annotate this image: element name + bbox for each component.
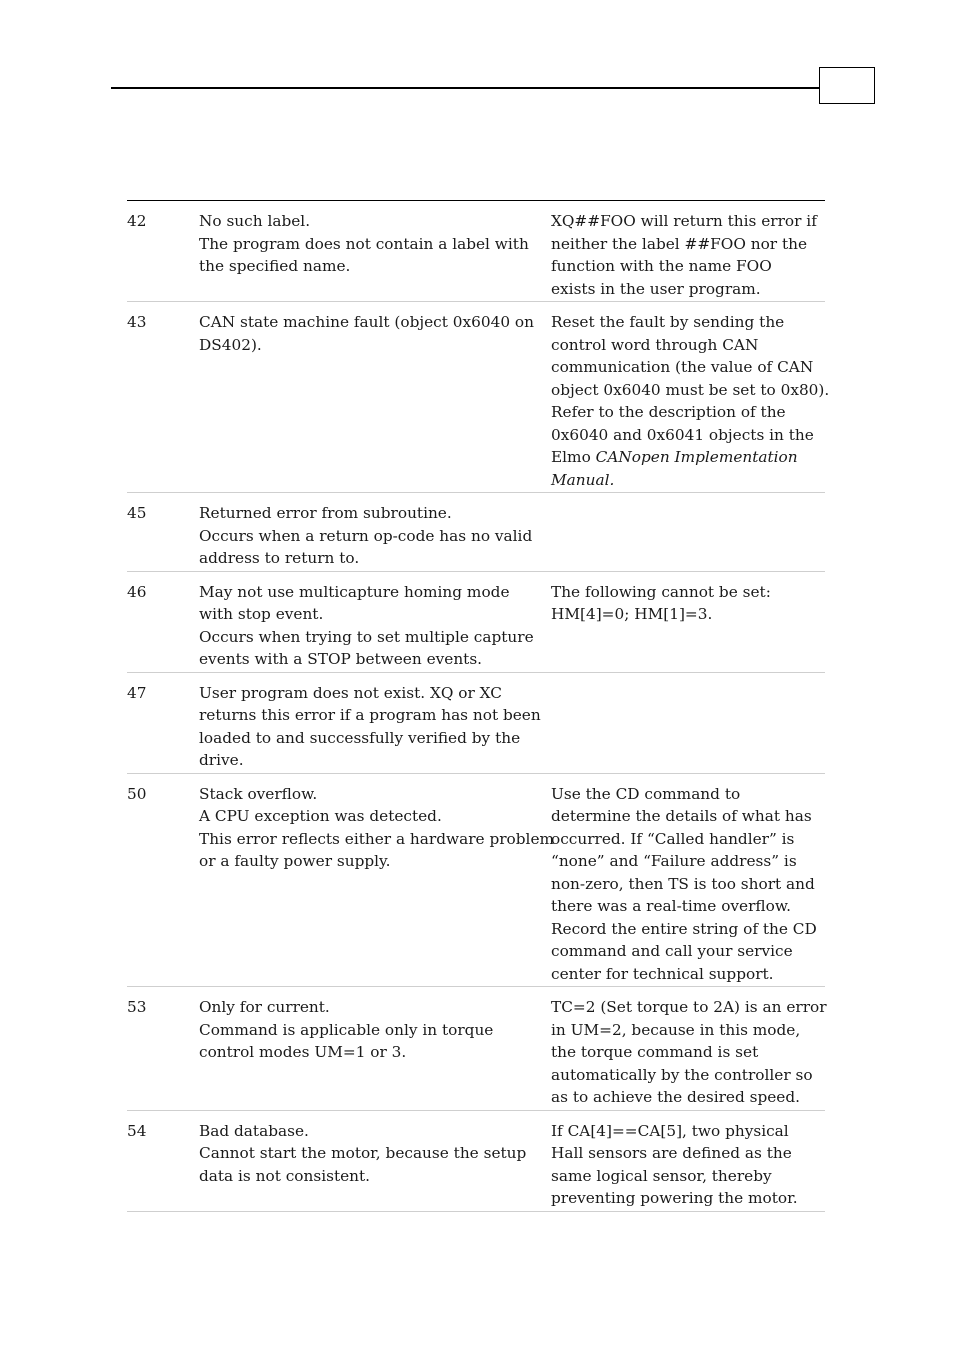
remedy-line: determine the details of what has: [551, 807, 812, 825]
description-line: A CPU exception was detected.: [199, 807, 442, 825]
error-description: [199, 311, 551, 491]
table-row: [127, 987, 825, 1111]
table-row: [127, 201, 825, 302]
error-remedy: [551, 1120, 825, 1210]
remedy-line: same logical sensor, thereby: [551, 1166, 772, 1185]
remedy-line: occurred. If “Called handler” is: [551, 829, 795, 848]
error-code: 47: [127, 683, 147, 702]
remedy-line: Reset the fault by sending the: [551, 313, 785, 331]
error-description: [199, 996, 551, 1109]
description-line: Stack overflow.: [199, 784, 318, 803]
description-line: the specified name.: [199, 257, 351, 275]
error-remedy: [551, 210, 825, 300]
error-description: [199, 1120, 551, 1210]
remedy-line: control word through CAN: [551, 335, 759, 354]
remedy-line: object 0x6040 must be set to 0x80).: [551, 380, 830, 399]
remedy-line: as to achieve the desired speed.: [551, 1088, 801, 1106]
description-line: Command is applicable only in torque: [199, 1020, 494, 1039]
description-line: Occurs when a return op-code has no valid: [199, 526, 533, 545]
error-code: 43: [127, 313, 147, 331]
error-remedy: [551, 581, 825, 671]
description-line: Bad database.: [199, 1121, 309, 1140]
description-line: Cannot start the motor, because the setup: [199, 1144, 527, 1162]
remedy-line: TC=2 (Set torque to 2A) is an error: [551, 998, 827, 1016]
description-line: This error reflects either a hardware problem: [199, 829, 554, 848]
remedy-line: neither the label ##FOO nor the: [551, 234, 808, 253]
remedy-line: HM[4]=0; HM[1]=3.: [551, 605, 713, 623]
table-row: [127, 493, 825, 572]
remedy-line: 0x6040 and 0x6041 objects in the: [551, 425, 814, 444]
error-description: [199, 210, 551, 300]
remedy-line: “none” and “Failure address” is: [551, 852, 797, 870]
error-remedy: [551, 682, 825, 772]
table-row: [127, 774, 825, 988]
table-row: [127, 673, 825, 774]
description-line: User program does not exist. XQ or XC: [199, 683, 503, 702]
error-code-table: [127, 200, 830, 1212]
description-line: Only for current.: [199, 998, 330, 1016]
description-line: Returned error from subroutine.: [199, 504, 452, 522]
remedy-line: Hall sensors are defined as the: [551, 1144, 792, 1162]
description-line: or a faulty power supply.: [199, 852, 391, 870]
error-description: [199, 581, 551, 671]
remedy-line: Record the entire string of the CD: [551, 919, 817, 938]
page-number-box: [819, 67, 875, 104]
remedy-line: the torque command is set: [551, 1043, 759, 1061]
remedy-line: XQ##FOO will return this error if: [551, 212, 817, 230]
description-line: returns this error if a program has not been: [199, 706, 541, 724]
remedy-line: [551, 446, 825, 469]
remedy-line: in UM=2, because in this mode,: [551, 1020, 801, 1039]
description-line: loaded to and successfully verified by the: [199, 728, 521, 747]
remedy-line: function with the name FOO: [551, 257, 772, 275]
description-line: events with a STOP between events.: [199, 650, 483, 668]
error-code: 50: [127, 784, 147, 803]
header-rule: [111, 87, 820, 89]
description-line: with stop event.: [199, 605, 324, 623]
manual-title: Manual.: [551, 470, 615, 489]
error-code: 53: [127, 998, 147, 1016]
remedy-line: The following cannot be set:: [551, 582, 771, 601]
error-remedy: [551, 783, 825, 986]
remedy-line: Use the CD command to: [551, 784, 741, 803]
remedy-line: preventing powering the motor.: [551, 1189, 798, 1207]
error-description: [199, 682, 551, 772]
description-line: The program does not contain a label with: [199, 234, 529, 253]
remedy-line: communication (the value of CAN: [551, 358, 814, 376]
error-code: 45: [127, 504, 147, 522]
description-line: drive.: [199, 751, 244, 769]
description-line: DS402).: [199, 335, 262, 354]
remedy-line: command and call your service: [551, 942, 793, 960]
description-line: CAN state machine fault (object 0x6040 on: [199, 313, 534, 331]
remedy-line: there was a real-time overflow.: [551, 897, 791, 915]
error-code: 46: [127, 582, 147, 601]
description-line: May not use multicapture homing mode: [199, 582, 510, 601]
remedy-line: Refer to the description of the: [551, 403, 786, 421]
remedy-line: non-zero, then TS is too short and: [551, 874, 815, 893]
table-row: [127, 302, 830, 493]
error-remedy: [551, 311, 830, 491]
table-row: [127, 572, 825, 673]
description-line: address to return to.: [199, 549, 360, 567]
error-code: 42: [127, 212, 147, 230]
remedy-line: center for technical support.: [551, 964, 774, 983]
description-line: No such label.: [199, 212, 311, 230]
error-code: 54: [127, 1121, 147, 1140]
manual-title: CANopen Implementation: [595, 448, 798, 466]
description-line: data is not consistent.: [199, 1166, 370, 1185]
error-remedy: [551, 502, 825, 570]
error-description: [199, 783, 554, 986]
error-remedy: [551, 996, 825, 1109]
remedy-prefix: Elmo: [551, 448, 596, 466]
description-line: Occurs when trying to set multiple capture: [199, 627, 534, 646]
remedy-line: automatically by the controller so: [551, 1065, 813, 1084]
error-description: [199, 502, 551, 570]
table-row: [127, 1111, 825, 1212]
remedy-line: If CA[4]==CA[5], two physical: [551, 1121, 789, 1140]
description-line: control modes UM=1 or 3.: [199, 1043, 407, 1061]
remedy-line: exists in the user program.: [551, 279, 761, 298]
